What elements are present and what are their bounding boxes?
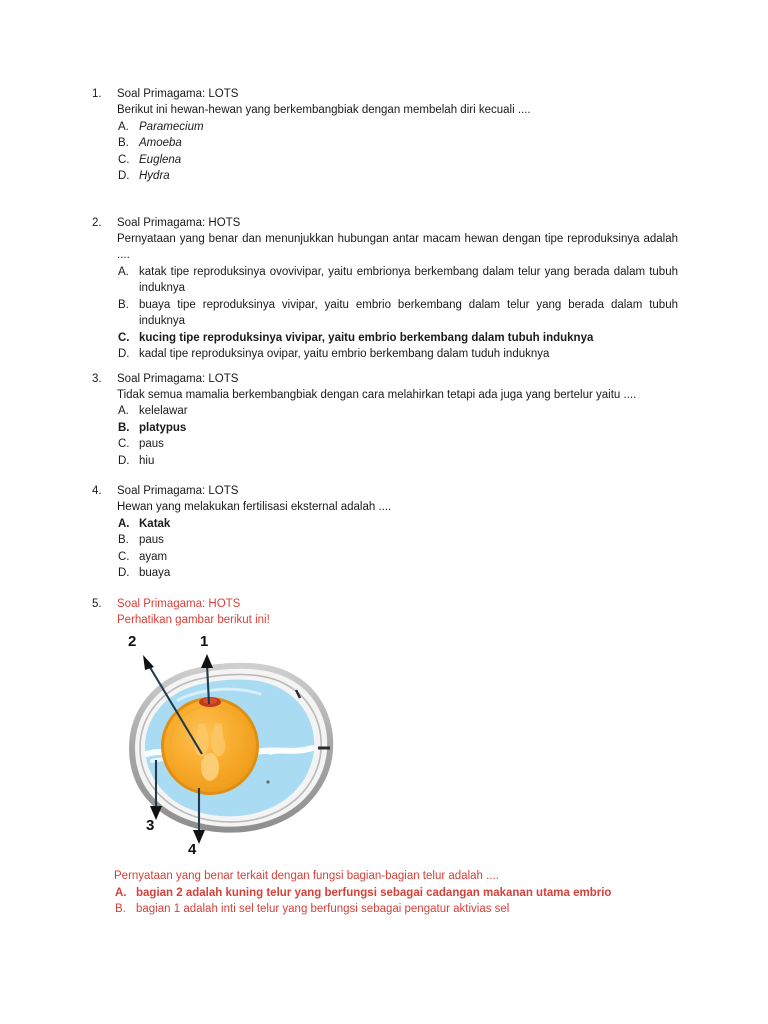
chalaza-streak-right [270, 749, 311, 753]
option-letter: B. [118, 137, 129, 149]
option-1-b[interactable] [117, 135, 678, 152]
question-stem-3: Tidak semua mamalia berkembangbiak dengan cara melahirkan tetapi ada juga yang bertelur yaitu .... [117, 388, 637, 401]
option-3-d[interactable] [117, 453, 678, 470]
spacer [92, 582, 678, 596]
albumen-speck [266, 780, 269, 783]
question-number-3: 3. [92, 372, 102, 385]
question-title-4: Soal Primagama: LOTS [117, 485, 239, 497]
option-letter: C. [118, 331, 130, 344]
option-letter: D. [118, 454, 130, 467]
option-text: buaya tipe reproduksinya vivipar, yaitu embrio berkembang dalam telur yang berada dalam tubuh induknya [139, 298, 678, 327]
question-stem-2: Pernyataan yang benar dan menunjukkan hubungan antar macam hewan dengan tipe reproduksinya adalah .... [117, 232, 678, 261]
option-2-d[interactable] [117, 346, 678, 363]
figure-label-4: 4 [188, 841, 197, 858]
option-letter: D. [118, 567, 130, 579]
options-list-4 [117, 516, 678, 582]
latebra-bulb [201, 753, 219, 781]
question-block-2 [92, 215, 678, 363]
question-block-3 [92, 371, 678, 470]
question-stem-1: Berikut ini hewan-hewan yang berkembangbiak dengan membelah diri kecuali .... [117, 104, 531, 116]
option-text: kucing tipe reproduksinya vivipar, yaitu embrio berkembang dalam tubuh induknya [139, 331, 594, 344]
option-text: Katak [139, 517, 171, 530]
option-text: paus [139, 534, 164, 546]
option-letter: A. [118, 120, 129, 133]
option-1-d[interactable] [117, 168, 678, 185]
option-2-b[interactable] [117, 297, 678, 330]
option-text: kelelawar [139, 405, 188, 417]
option-text: bagian 1 adalah inti sel telur yang berfungsi sebagai pengatur aktivias sel [136, 903, 510, 915]
option-text: katak tipe reproduksinya ovovivipar, yaitu embrionya berkembang dalam telur yang berada dalam tubuh induknya [139, 265, 678, 294]
option-3-c[interactable] [117, 436, 678, 453]
option-letter: B. [118, 534, 129, 546]
option-1-c[interactable] [117, 152, 678, 169]
question-title-5: Soal Primagama: HOTS [117, 597, 241, 610]
question-number-5: 5. [92, 597, 102, 610]
question-5-followup-stem: Pernyataan yang benar terkait dengan fungsi bagian-bagian telur adalah .... [114, 870, 499, 882]
option-4-a[interactable] [117, 516, 678, 533]
question-block-5 [92, 596, 678, 629]
option-text: paus [139, 438, 164, 450]
options-list-3 [117, 403, 678, 469]
option-text: ayam [139, 550, 168, 563]
option-letter: A. [115, 886, 127, 899]
spacer [92, 363, 678, 371]
spacer [92, 185, 678, 215]
option-letter: B. [118, 421, 130, 434]
question-title-2: Soal Primagama: HOTS [117, 216, 241, 229]
option-text: Amoeba [139, 137, 182, 149]
option-text: kadal tipe reproduksinya ovipar, yaitu embrio berkembang dalam tuduh induknya [139, 348, 550, 360]
option-letter: A. [118, 265, 129, 278]
options-list-1 [117, 119, 678, 185]
question-stem-5: Perhatikan gambar berikut ini! [117, 613, 270, 626]
option-1-a[interactable] [117, 119, 678, 136]
option-text: platypus [139, 421, 187, 434]
option-letter: C. [118, 153, 130, 166]
option-text: Euglena [139, 153, 182, 166]
option-letter: D. [118, 348, 130, 360]
option-3-a[interactable] [117, 403, 678, 420]
option-3-b[interactable] [117, 420, 678, 437]
option-text: hiu [139, 454, 155, 467]
figure-label-3: 3 [146, 817, 155, 834]
options-list-2 [117, 264, 678, 363]
option-5-b[interactable] [114, 901, 678, 918]
option-text: bagian 2 adalah kuning telur yang berfungsi sebagai cadangan makanan utama embrio [136, 886, 612, 899]
option-letter: B. [118, 298, 129, 311]
option-4-d[interactable] [117, 565, 678, 582]
option-letter: C. [118, 550, 130, 563]
option-text: Hydra [139, 170, 170, 182]
spacer [92, 469, 678, 483]
option-5-a[interactable] [114, 885, 678, 902]
option-2-c[interactable] [117, 330, 678, 347]
question-title-1: Soal Primagama: LOTS [117, 88, 239, 100]
egg-cross-section-diagram [118, 628, 348, 863]
option-4-c[interactable] [117, 549, 678, 566]
question-stem-4: Hewan yang melakukan fertilisasi eksternal adalah .... [117, 501, 392, 513]
question-block-4 [92, 483, 678, 582]
question-block-1 [92, 86, 678, 185]
option-letter: D. [118, 170, 130, 182]
option-letter: C. [118, 438, 130, 450]
option-4-b[interactable] [117, 532, 678, 549]
question-title-3: Soal Primagama: LOTS [117, 372, 239, 385]
question-number-4: 4. [92, 485, 102, 497]
figure-label-2: 2 [128, 633, 137, 650]
question-number-2: 2. [92, 216, 102, 229]
question-5-followup [114, 868, 678, 918]
option-text: Paramecium [139, 120, 204, 133]
option-letter: A. [118, 405, 129, 417]
option-letter: A. [118, 517, 130, 530]
option-2-a[interactable] [117, 264, 678, 297]
options-list-5 [114, 885, 678, 918]
option-text: buaya [139, 567, 171, 579]
figure-label-1: 1 [200, 633, 209, 650]
question-number-1: 1. [92, 88, 102, 100]
document-content [92, 86, 678, 628]
option-letter: B. [115, 903, 126, 915]
